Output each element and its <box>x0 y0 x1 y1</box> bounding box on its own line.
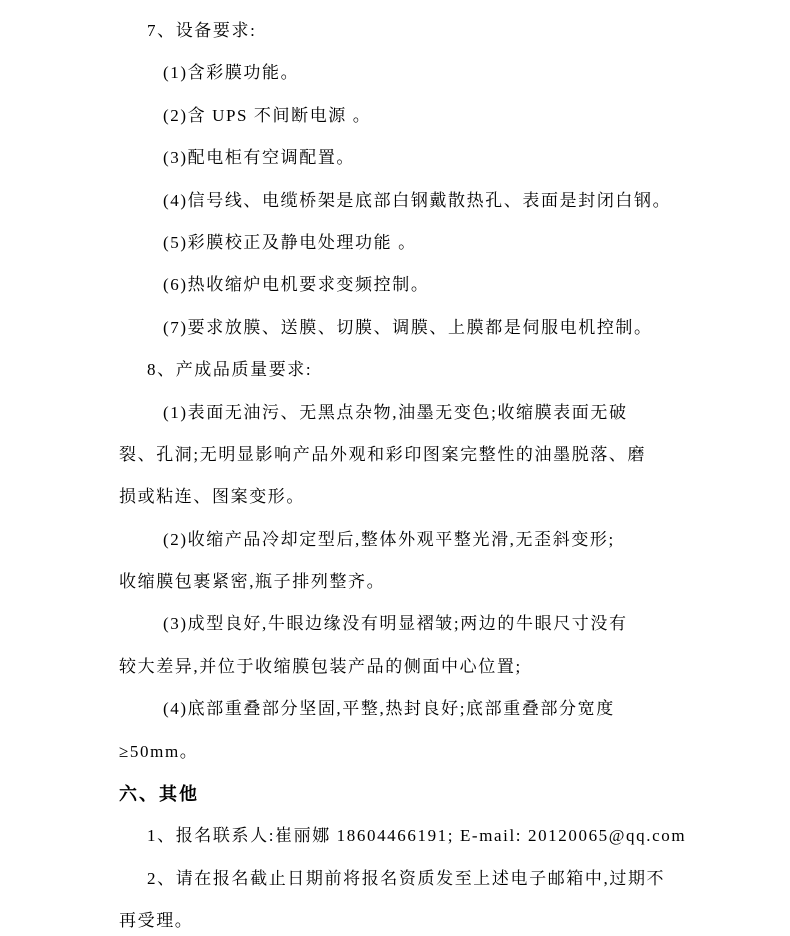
quality-item-2-line-1: (2)收缩产品冷却定型后,整体外观平整光滑,无歪斜变形; <box>163 529 615 549</box>
quality-item-1-line-2: 裂、孔洞;无明显影响产品外观和彩印图案完整性的油墨脱落、磨 <box>119 444 647 464</box>
section-heading-other: 六、其他 <box>119 784 199 805</box>
equipment-item-4: (4)信号线、电缆桥架是底部白钢戴散热孔、表面是封闭白钢。 <box>163 190 672 210</box>
submission-note-line-2: 再受理。 <box>119 911 194 931</box>
equipment-item-6: (6)热收缩炉电机要求变频控制。 <box>163 275 430 295</box>
submission-note-line-1: 2、请在报名截止日期前将报名资质发至上述电子邮箱中,过期不 <box>147 868 666 888</box>
equipment-item-3: (3)配电柜有空调配置。 <box>163 148 356 168</box>
equipment-item-1: (1)含彩膜功能。 <box>163 63 300 83</box>
quality-item-1-line-3: 损或粘连、图案变形。 <box>119 487 305 507</box>
equipment-item-7: (7)要求放膜、送膜、切膜、调膜、上膜都是伺服电机控制。 <box>163 317 653 337</box>
equipment-item-2: (2)含 UPS 不间断电源 。 <box>163 105 372 125</box>
quality-item-4-line-1: (4)底部重叠部分坚固,平整,热封良好;底部重叠部分宽度 <box>163 699 615 719</box>
quality-item-3-line-2: 较大差异,并位于收缩膜包装产品的侧面中心位置; <box>119 656 522 676</box>
quality-item-3-line-1: (3)成型良好,牛眼边缘没有明显褶皱;两边的牛眼尺寸没有 <box>163 614 628 634</box>
quality-item-1-line-1: (1)表面无油污、无黑点杂物,油墨无变色;收缩膜表面无破 <box>163 402 628 422</box>
equipment-item-5: (5)彩膜校正及静电处理功能 。 <box>163 232 417 252</box>
quality-item-2-line-2: 收缩膜包裹紧密,瓶子排列整齐。 <box>119 572 386 592</box>
quality-item-4-line-2: ≥50mm。 <box>119 741 199 761</box>
contact-info-line: 1、报名联系人:崔丽娜 18604466191; E-mail: 20120065@qq.com <box>147 826 687 846</box>
heading-product-quality-requirements: 8、产成品质量要求: <box>147 360 313 380</box>
heading-equipment-requirements: 7、设备要求: <box>147 21 257 40</box>
